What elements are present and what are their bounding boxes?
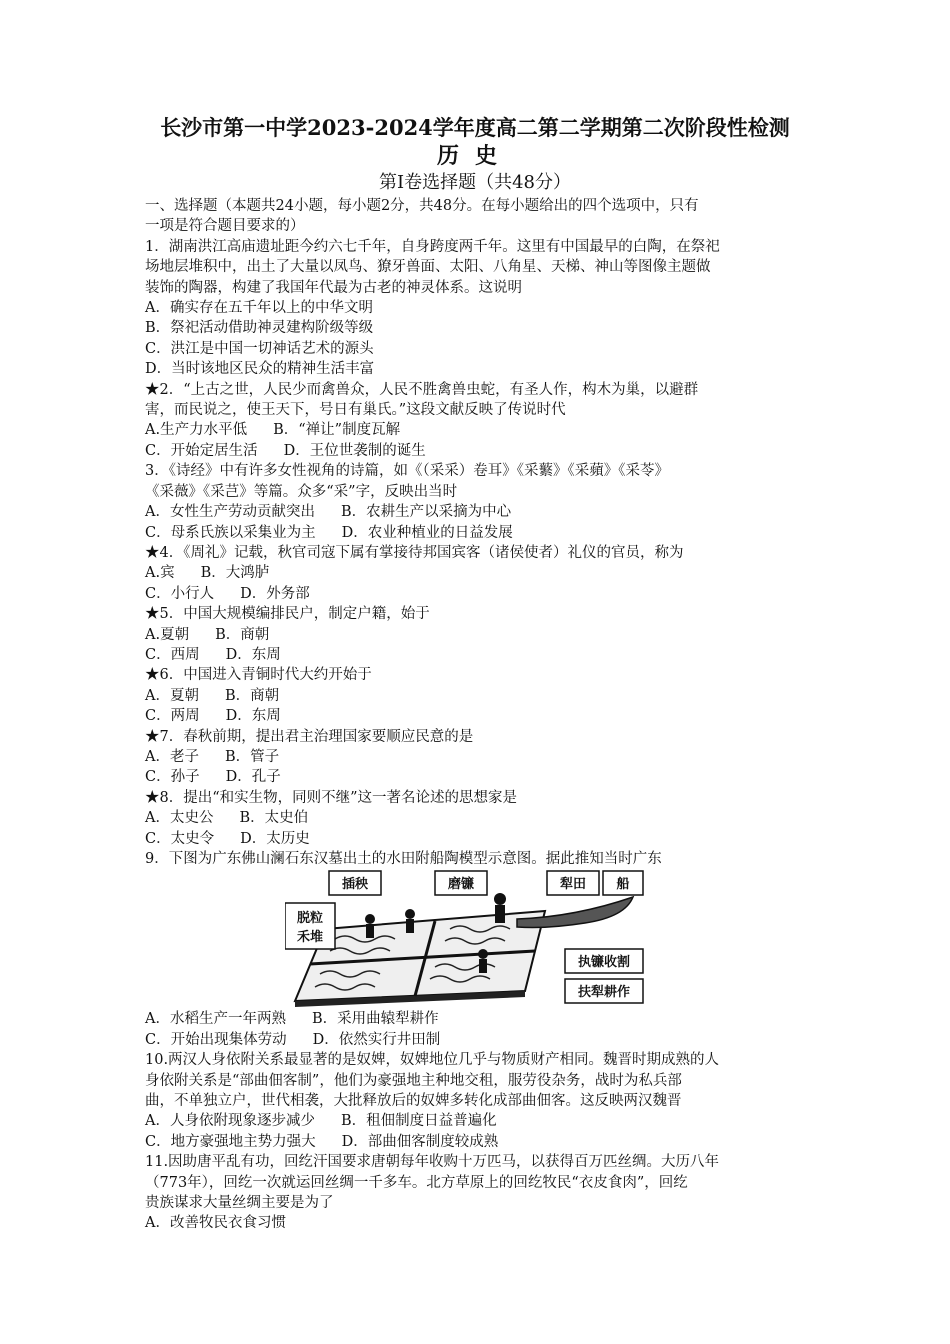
q5-stem: ★5．中国大规模编排民户，制定户籍，始于 — [145, 606, 430, 623]
q8-option-a: A．太史公 — [145, 810, 214, 827]
q9-option-c: C．开始出现集体劳动 — [145, 1031, 287, 1048]
label-harvesting: 执镰收割 — [577, 954, 631, 970]
q4-option-d: D．外务部 — [240, 585, 310, 602]
q4-options-row — [145, 563, 810, 583]
q3-stem: 《采薇》《采芑》等篇。众多“采”字，反映出当时 — [145, 483, 458, 500]
paddy-field-boat-model-illustration — [285, 869, 645, 1009]
q2-stem: ★2．“上古之世，人民少而禽兽众，人民不胜禽兽虫蛇，有圣人作，构木为巢，以避群 — [145, 381, 699, 398]
label-sharpening-sickle: 磨镰 — [447, 876, 475, 892]
q8-option-b: B．太史伯 — [239, 810, 309, 827]
q3-option-c: C．母系氏族以采集业为主 — [145, 524, 316, 541]
q11-stem: 贵族谋求大量丝绸主要是为了 — [145, 1195, 334, 1212]
instruction-line: 一、选择题（本题共24小题，每小题2分，共48分。在每小题给出的四个选项中，只有 — [145, 198, 699, 214]
q11-option-a: A．改善牧民衣食习惯 — [145, 1215, 286, 1232]
q2-stem: 害，而民说之，使王天下，号日有巢氏。”这段文献反映了传说时代 — [145, 402, 566, 419]
q10-option-c: C．地方豪强地主势力强大 — [145, 1133, 316, 1150]
q9-options-row — [145, 1009, 810, 1029]
q2-option-d: D．王位世袭制的诞生 — [283, 442, 426, 459]
q3-option-d: D．农业种植业的日益发展 — [341, 524, 513, 541]
q9-option-d: D．依然实行井田制 — [312, 1031, 441, 1048]
q4-option-a: A.宾 — [145, 565, 175, 582]
q10-option-a: A．人身依附现象逐步减少 — [145, 1113, 315, 1130]
q8-option-d: D．太历史 — [240, 830, 310, 847]
q5-option-a: A.夏朝 — [145, 626, 190, 643]
q9-stem: 9．下图为广东佛山澜石东汉墓出土的水田附船陶模型示意图。据此推知当时广东 — [145, 851, 662, 867]
section-heading: 第Ⅰ卷选择题（共48分） — [378, 172, 571, 193]
q10-stem: 曲，不单独立户，世代相袭，大批释放后的奴婢多转化成部曲佃客。这反映两汉魏晋 — [145, 1093, 682, 1110]
figure-person — [479, 959, 487, 973]
label-threshing: 脱粒 — [296, 910, 324, 926]
q1-stem: 场地层堆积中，出土了大量以凤鸟、獠牙兽面、太阳、八角星、天梯、神山等图像主题做 — [145, 259, 711, 276]
q6-option-d: D．东周 — [225, 708, 281, 725]
label-ploughing: 扶犁耕作 — [577, 984, 631, 1000]
figure-person — [365, 914, 375, 924]
q9-option-b: B．采用曲辕犁耕作 — [311, 1011, 439, 1028]
q3-stem: 3．《诗经》中有许多女性视角的诗篇，如《（采采）卷耳》《采蘩》《采蘋》《采苓》 — [145, 463, 669, 480]
q7-option-d: D．孔子 — [225, 769, 281, 786]
q1-option-d: D．当时该地区民众的精神生活丰富 — [145, 361, 375, 378]
q2-option-a: A.生产力水平低 — [145, 422, 248, 439]
q6-options-row — [145, 706, 810, 726]
q3-option-a: A．女性生产劳动贡献突出 — [145, 504, 315, 521]
q8-options-row — [145, 808, 810, 828]
q11-stem: 11.因助唐平乱有功，回纥汗国要求唐朝每年收购十万匹马，以获得百万匹丝绸。大历八年 — [145, 1154, 720, 1171]
q1-option-a: A．确实存在五千年以上的中华文明 — [145, 300, 373, 317]
q7-options-row — [145, 747, 810, 767]
q2-option-c: C．开始定居生活 — [145, 442, 258, 459]
q11-stem: （773年），回纥一次就运回丝绸一千多车。北方草原上的回纥牧民“衣皮食肉”，回纥 — [145, 1174, 688, 1191]
exam-title: 长沙市第一中学2023-2024学年度高二第二学期第二次阶段性检测 — [160, 115, 790, 140]
q9-option-a: A．水稻生产一年两熟 — [145, 1011, 286, 1028]
label-boat: 船 — [616, 876, 630, 892]
q1-stem: 装饰的陶器，构建了我国年代最为古老的神灵体系。这说明 — [145, 279, 522, 296]
q6-options-row — [145, 686, 810, 706]
q4-options-row — [145, 584, 810, 604]
q10-stem: 身依附关系是“部曲佃客制”，他们为豪强地主种地交租，服劳役杂务，战时为私兵部 — [145, 1072, 682, 1089]
q7-option-b: B．管子 — [224, 748, 280, 765]
q8-stem: ★8．提出“和实生物，同则不继”这一著名论述的思想家是 — [145, 789, 518, 806]
q4-option-c: C．小行人 — [145, 585, 215, 602]
q2-options-row — [145, 420, 810, 440]
figure-person — [494, 893, 506, 905]
q10-option-b: B．租佃制度日益普遍化 — [340, 1113, 497, 1130]
q6-option-b: B．商朝 — [224, 687, 280, 704]
q5-options-row — [145, 625, 810, 645]
q1-option-b: B．祭祀活动借助神灵建构阶级等级 — [145, 320, 374, 337]
q6-option-c: C．两周 — [145, 708, 200, 725]
q5-option-b: B．商朝 — [215, 626, 270, 643]
q7-option-a: A．老子 — [145, 748, 199, 765]
q10-stem: 10.两汉人身依附关系最显著的是奴婢，奴婢地位几乎与物质财产相同。魏晋时期成熟的人 — [145, 1052, 720, 1069]
label-ploughing-field: 犁田 — [559, 876, 587, 892]
q8-option-c: C．太史令 — [145, 830, 215, 847]
q4-stem: ★4．《周礼》记载，秋官司寇下属有掌接待邦国宾客（诸侯使者）礼仪的官员，称为 — [145, 544, 684, 561]
q7-options-row — [145, 767, 810, 787]
figure-person — [495, 905, 505, 923]
q2-option-b: B．“禅让”制度瓦解 — [273, 422, 401, 439]
figure-person — [366, 924, 374, 938]
figure-person — [405, 909, 415, 919]
q5-option-c: C．西周 — [145, 646, 200, 663]
q4-option-b: B．大鸿胪 — [200, 565, 270, 582]
q10-options-row — [145, 1132, 810, 1152]
q3-option-b: B．农耕生产以采摘为中心 — [340, 504, 512, 521]
figure-person — [406, 919, 414, 933]
instruction-line: 一项是符合题目要求的） — [145, 218, 305, 235]
q2-options-row — [145, 441, 810, 461]
q1-stem: 1．湖南洪江高庙遗址距今约六七千年，自身跨度两千年。这里有中国最早的白陶，在祭祀 — [145, 238, 720, 255]
q6-stem: ★6．中国进入青铜时代大约开始于 — [145, 667, 372, 684]
q6-option-a: A．夏朝 — [145, 687, 199, 704]
q1-option-c: C．洪江是中国一切神话艺术的源头 — [145, 340, 374, 357]
figure-person — [478, 949, 488, 959]
q7-option-c: C．孙子 — [145, 769, 200, 786]
q5-options-row — [145, 645, 810, 665]
q3-options-row — [145, 502, 810, 522]
label-grain-pile: 禾堆 — [296, 929, 324, 945]
exam-subject: 历史 — [436, 143, 513, 169]
q8-options-row — [145, 829, 810, 849]
pottery-model-figure — [145, 869, 810, 1009]
q7-stem: ★7．春秋前期，提出君主治理国家要顺应民意的是 — [145, 728, 474, 745]
q3-options-row — [145, 523, 810, 543]
q9-options-row — [145, 1030, 810, 1050]
question-body — [145, 196, 810, 1234]
q10-option-d: D．部曲佃客制度较成熟 — [341, 1133, 499, 1150]
q5-option-d: D．东周 — [225, 646, 281, 663]
label-transplanting: 插秧 — [341, 876, 369, 892]
q10-options-row — [145, 1111, 810, 1131]
